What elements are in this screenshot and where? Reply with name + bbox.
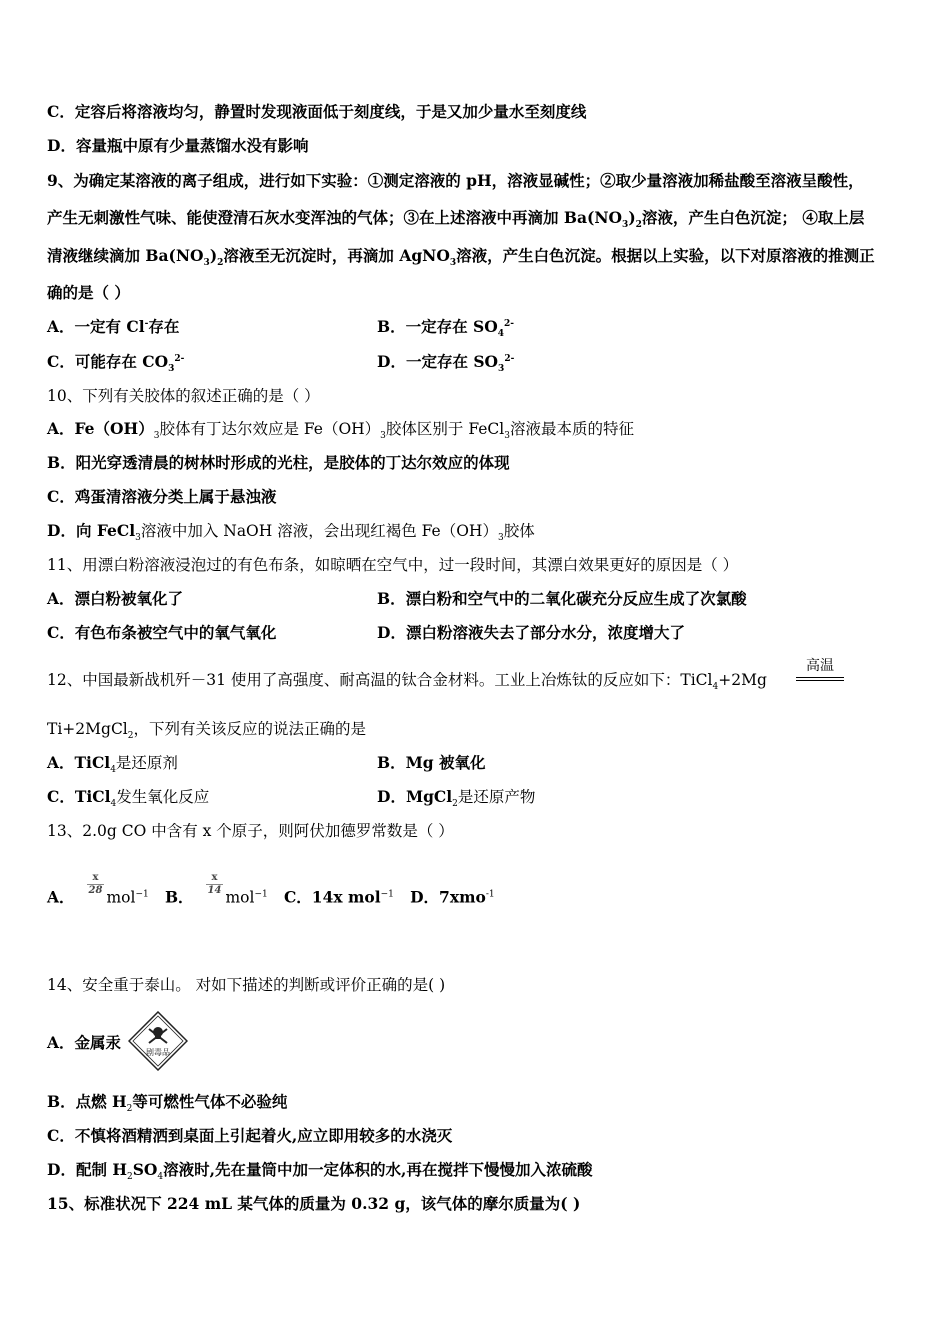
q10-option-d: D．向 FeCl$_3$溶液中加入 NaOH 溶液，会出现红褐色 $Fe(OH)_3$胶体 [47,521,535,544]
q12-stem-line2: Ti+2MgCl$_2$，下列有关该反应的说法正确的是 [47,720,367,742]
q11-option-c: C．有色布条被空气中的氧气氧化 [47,623,277,642]
q10-stem: 10、下列有关胶体的叙述正确的是（ ） [47,387,320,405]
q13-options: A． $\frac{x}{28}$ mol$^{-1}$ B． $\frac{x}{14}$ mol$^{-1}$ C．14x mol$^{-1}$ D．7xmo$^{-1}$ [47,872,495,907]
q9-stem-line2: 产生无刺激性气味、能使澄清石灰水变浑浊的气体；③在上述溶液中再滴加 $Ba(NO_3)_2$溶液，产生白色沉淀； ④取上层 [47,208,865,231]
q10-option-b: B．阳光穿透清晨的树林时形成的光柱，是胶体的丁达尔效应的体现 [47,453,510,472]
q12-option-d: D．MgCl$_2$是还原产物 [377,787,536,810]
q10-option-a: A．$Fe(OH)_3$胶体有丁达尔效应是 $Fe(OH)_3$胶体区别于 FeCl$_3$溶液最本质的特征 [47,419,634,442]
q12-option-a: A．TiCl$_4$是还原剂 [47,753,178,776]
q11-option-b: B．漂白粉和空气中的二氧化碳充分反应生成了次氯酸 [377,589,747,608]
q12-option-c: C．TiCl$_4$发生氧化反应 [47,787,210,810]
q8-option-d: D．容量瓶中原有少量蒸馏水没有影响 [47,136,309,155]
q9-stem-line3: 清液继续滴加 $Ba(NO_3)_2$溶液至无沉淀时，再滴加 AgNO$_3$溶液，产生白色沉淀。根据以上实验，以下对原溶液的推测正 [47,246,875,269]
svg-text:剧毒品: 剧毒品 [146,1048,170,1057]
q9-stem-line4: 确的是（ ） [47,283,130,302]
reaction-condition: 高温 [796,655,844,681]
q11-option-d: D．漂白粉溶液失去了部分水分，浓度增大了 [377,623,685,642]
q13-stem: 13、2.0g CO 中含有 x 个原子，则阿伏加德罗常数是（ ） [47,822,454,840]
q14-option-a: A．金属汞 [47,1033,122,1052]
q13-option-c: C．14x mol [283,887,381,907]
q13-option-b-label: B． [164,887,194,907]
q14-option-c: C．不慎将酒精洒到桌面上引起着火,应立即用较多的水浇灭 [47,1126,453,1145]
q9-option-c: C．可能存在 $CO_3^{2-}$ [47,352,185,375]
q13-option-b-fraction: $\frac{x}{14}$ [207,872,222,896]
q9-option-d: D．一定存在 $SO_3^{2-}$ [377,352,515,375]
q9-stem-line1: 9、为确定某溶液的离子组成，进行如下实验：①测定溶液的 pH，溶液显碱性；②取少量溶液加稀盐酸至溶液呈酸性， [47,171,864,190]
q8-option-c: C．定容后将溶液均匀，静置时发现液面低于刻度线，于是又加少量水至刻度线 [47,102,587,121]
q14-option-d: D．配制 $H_2SO_4$溶液时,先在量筒中加一定体积的水,再在搅拌下慢慢加入浓硫酸 [47,1160,593,1183]
q9-option-b: B．一定存在 $SO_4^{2-}$ [377,317,514,340]
q12-stem-line1: 12、中国最新战机歼－31 使用了高强度、耐高温的钛合金材料。工业上冶炼钛的反应如下：TiCl$_4$+2Mg [47,671,767,693]
toxic-hazard-sign-icon [128,1011,188,1071]
q13-option-a-fraction: $\frac{x}{28}$ [88,872,103,896]
q14-stem: 14、安全重于泰山。 对如下描述的判断或评价正确的是( ) [47,976,446,994]
q15-stem: 15、标准状况下 224 mL 某气体的质量为 0.32 g，该气体的摩尔质量为( ) [47,1194,581,1213]
q11-stem: 11、用漂白粉溶液浸泡过的有色布条，如晾晒在空气中，过一段时间，其漂白效果更好的原因是（ ） [47,556,739,574]
equals-arrow [796,677,844,681]
q14-option-b: B．点燃 $H_2$等可燃性气体不必验纯 [47,1092,288,1115]
q13-option-d: D．7xmo [410,887,486,907]
q9-option-a: A．一定有 Cl-存在 [47,317,180,336]
q10-option-c: C．鸡蛋清溶液分类上属于悬浊液 [47,487,277,506]
q11-option-a: A．漂白粉被氧化了 [47,589,184,608]
q13-option-a-label: A． [47,887,75,907]
q12-option-b: B．Mg 被氧化 [377,753,486,772]
